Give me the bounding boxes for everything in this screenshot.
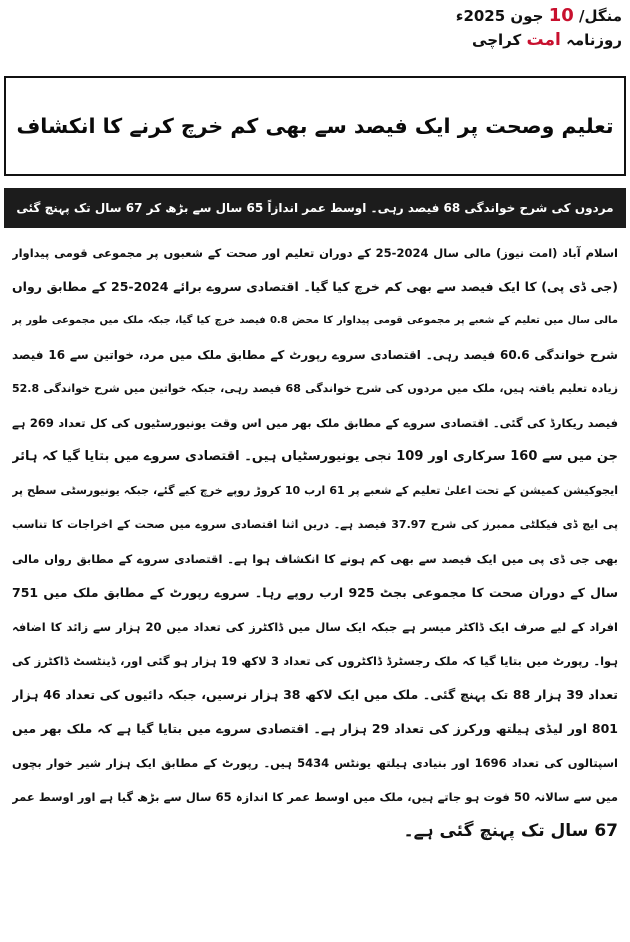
body-line: مالی سال میں تعلیم کے شعبے پر مجموعی قومی پیداوار کا محض 0.8 فیصد خرچ کیا گیا، جبکہ ملک میں مجموعی طور پر	[12, 315, 618, 326]
paper-city: کراچی	[472, 31, 522, 49]
dateline: منگل/ 10 جون 2025ء	[455, 5, 622, 26]
month: جون	[510, 7, 544, 25]
body-line: جن میں سے 160 سرکاری اور 109 نجی یونیورسٹیاں ہیں۔ اقتصادی سروے میں بتایا گیا کہ ہائر	[12, 449, 618, 464]
body-line: افراد کے لیے صرف ایک ڈاکٹر میسر ہے جبکہ ایک سال میں ڈاکٹرز کی تعداد میں 20 ہزار سے زائد کا اضافہ	[12, 620, 618, 634]
newspaper-name	[472, 30, 622, 50]
body-line: 67 سال تک پہنچ گئی ہے۔	[403, 821, 618, 841]
deck-bar	[4, 188, 626, 228]
article-body	[12, 236, 618, 848]
paper-prefix: روزنامہ	[566, 31, 622, 49]
body-line: میں سے سالانہ 50 فوت ہو جاتے ہیں، ملک میں اوسط عمر کا اندازہ 65 سال سے بڑھ گیا ہے اور اوسط عمر	[12, 790, 618, 804]
body-line: سال کے دوران صحت کا مجموعی بجٹ 925 ارب روپے رہا۔ سروے رپورٹ کے مطابق ملک میں 751	[12, 585, 618, 600]
deck-text: مردوں کی شرح خواندگی 68 فیصد رہی۔ اوسط عمر اندازاً 65 سال سے بڑھ کر 67 سال تک پہنچ گئی	[16, 201, 614, 215]
body-line: ہوا۔ رپورٹ میں بتایا گیا کہ ملک رجسٹرڈ ڈاکٹروں کی تعداد 3 لاکھ 19 ہزار ہو گئی اور، ڈینٹسٹ ڈاکٹرز کی	[12, 654, 618, 668]
year: 2025ء	[455, 7, 506, 25]
body-line: اسلام آباد (امت نیوز) مالی سال 2024-25 کے دوران تعلیم اور صحت کے شعبوں پر مجموعی قومی پیداوار	[12, 246, 618, 260]
body-line: ایجوکیشن کمیشن کے تحت اعلیٰ تعلیم کے شعبے پر 61 ارب 10 کروڑ روپے خرچ کیے گئے، جبکہ یونیورسٹی سطح پر	[12, 484, 618, 497]
paper-brand: امت	[526, 30, 561, 50]
body-line: زیادہ تعلیم یافتہ ہیں، ملک میں مردوں کی شرح خواندگی 68 فیصد رہی، جبکہ خواتین میں شرح خواندگی 52.8	[12, 382, 618, 395]
body-line: فیصد ریکارڈ کی گئی۔ اقتصادی سروے کے مطابق ملک بھر میں اس وقت یونیورسٹیوں کی کل تعداد 269 ہے	[12, 416, 618, 430]
body-line: (جی ڈی پی) کا ایک فیصد سے بھی کم خرچ کیا گیا۔ اقتصادی سروے برائے 2024-25 کے مطابق رواں	[12, 279, 618, 294]
headline-box	[4, 76, 626, 176]
body-line: پی ایچ ڈی فیکلٹی ممبرز کی شرح 37.97 فیصد ہے۔ دریں اثنا اقتصادی سروے میں صحت کے اخراجات کا تناسب	[12, 518, 618, 531]
body-line: بھی جی ڈی پی میں ایک فیصد سے بھی کم ہونے کا انکشاف ہوا ہے۔ اقتصادی سروے کے مطابق رواں مالی	[12, 552, 618, 566]
headline: تعلیم وصحت پر ایک فیصد سے بھی کم خرچ کرنے کا انکشاف	[16, 114, 614, 138]
day: 10	[548, 5, 574, 26]
weekday: منگل	[584, 7, 622, 25]
body-line: اسپتالوں کی تعداد 1696 اور بنیادی ہیلتھ یونٹس 5434 ہیں۔ رپورٹ کے مطابق ایک ہزار شیر خوار بچوں	[12, 756, 618, 770]
body-line: تعداد 39 ہزار 88 تک پہنچ گئی۔ ملک میں ایک لاکھ 38 ہزار نرسیں، جبکہ دائیوں کی تعداد 46 ہزار	[12, 687, 618, 702]
body-line: 801 اور لیڈی ہیلتھ ورکرز کی تعداد 29 ہزار ہے۔ اقتصادی سروے میں بتایا گیا ہے کہ ملک بھر میں	[12, 721, 618, 736]
body-line: شرح خواندگی 60.6 فیصد رہی۔ اقتصادی سروے رپورٹ کے مطابق ملک میں مرد، خواتین سے 16 فیصد	[12, 348, 618, 362]
